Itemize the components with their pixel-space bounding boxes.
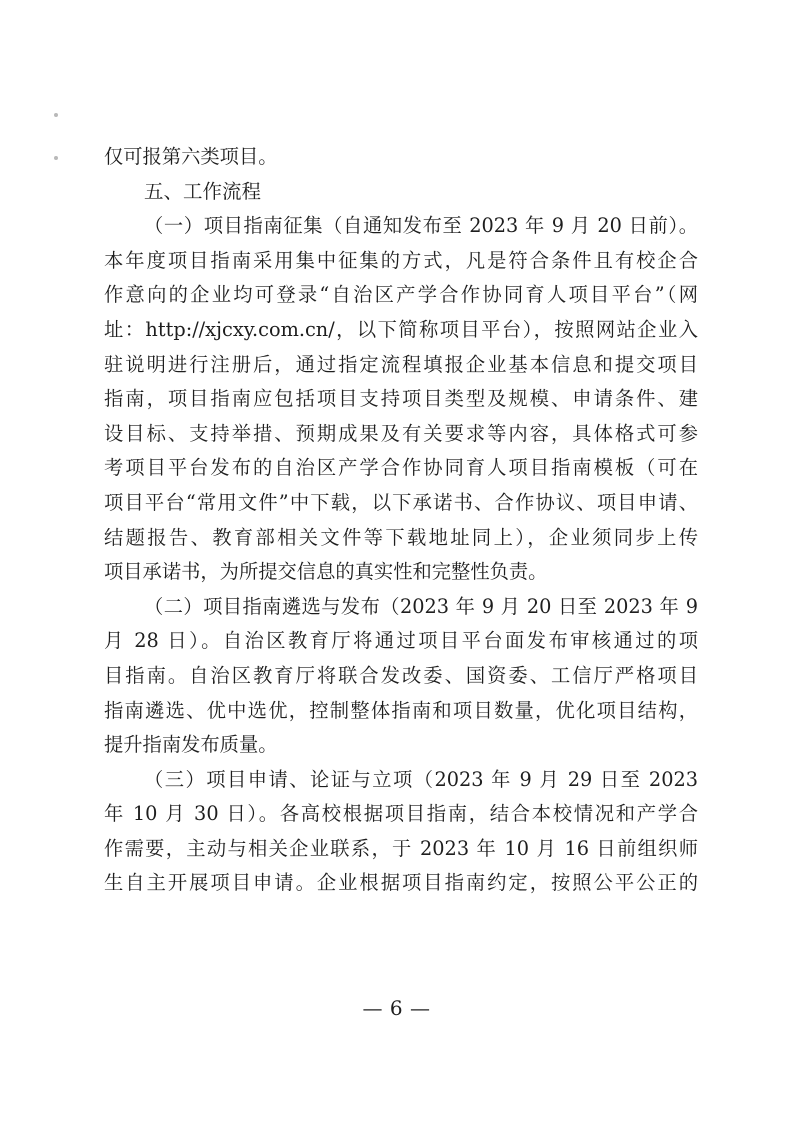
text-line: 本年度项目指南采用集中征集的方式，凡是符合条件且有校企合 [104, 248, 698, 272]
text-line: 指南遴选、优中选优，控制整体指南和项目数量，优化项目结构， [104, 698, 698, 722]
text-line: 项目平台“常用文件”中下载，以下承诺书、合作协议、项目申请、 [104, 490, 698, 514]
text-line: 仅可报第六类项目。 [104, 145, 278, 168]
text-line: 作需要，主动与相关企业联系，于 2023 年 10 月 16 日前组织师 [104, 836, 698, 860]
text-line: （二）项目指南遴选与发布（2023 年 9 月 20 日至 2023 年 9 [144, 594, 698, 618]
text-line: 年 10 月 30 日）。各高校根据项目指南，结合本校情况和产学合 [104, 802, 698, 826]
text-line: 址：http://xjcxy.com.cn/，以下简称项目平台），按照网站企业入 [104, 317, 698, 341]
text-line: 考项目平台发布的自治区产学合作协同育人项目指南模板（可在 [104, 456, 698, 480]
text-line: 月 28 日）。自治区教育厅将通过项目平台面发布审核通过的项 [104, 629, 698, 653]
text-line: 生自主开展项目申请。企业根据项目指南约定，按照公平公正的 [104, 871, 698, 895]
text-line: 结题报告、教育部相关文件等下载地址同上），企业须同步上传 [104, 525, 698, 549]
text-line: 驻说明进行注册后，通过指定流程填报企业基本信息和提交项目 [104, 352, 698, 376]
text-line: 提升指南发布质量。 [104, 733, 278, 757]
scan-speck [54, 113, 58, 117]
text-line: 目指南。自治区教育厅将联合发改委、国资委、工信厅严格项目 [104, 663, 698, 687]
scan-speck [54, 156, 58, 160]
text-line: 项目承诺书，为所提交信息的真实性和完整性负责。 [104, 560, 548, 584]
page-number: — 6 — [362, 996, 431, 1020]
text-line: （三）项目申请、论证与立项（2023 年 9 月 29 日至 2023 [144, 767, 698, 791]
text-line: 指南，项目指南应包括项目支持项目类型及规模、申请条件、建 [104, 387, 698, 411]
text-line: （一）项目指南征集（自通知发布至 2023 年 9 月 20 日前）。 [144, 214, 698, 238]
text-line: 设目标、支持举措、预期成果及有关要求等内容，具体格式可参 [104, 421, 698, 445]
body-text [104, 140, 698, 901]
section-heading: 五、工作流程 [144, 179, 262, 203]
text-line: 作意向的企业均可登录“自治区产学合作协同育人项目平台”（网 [104, 283, 698, 307]
